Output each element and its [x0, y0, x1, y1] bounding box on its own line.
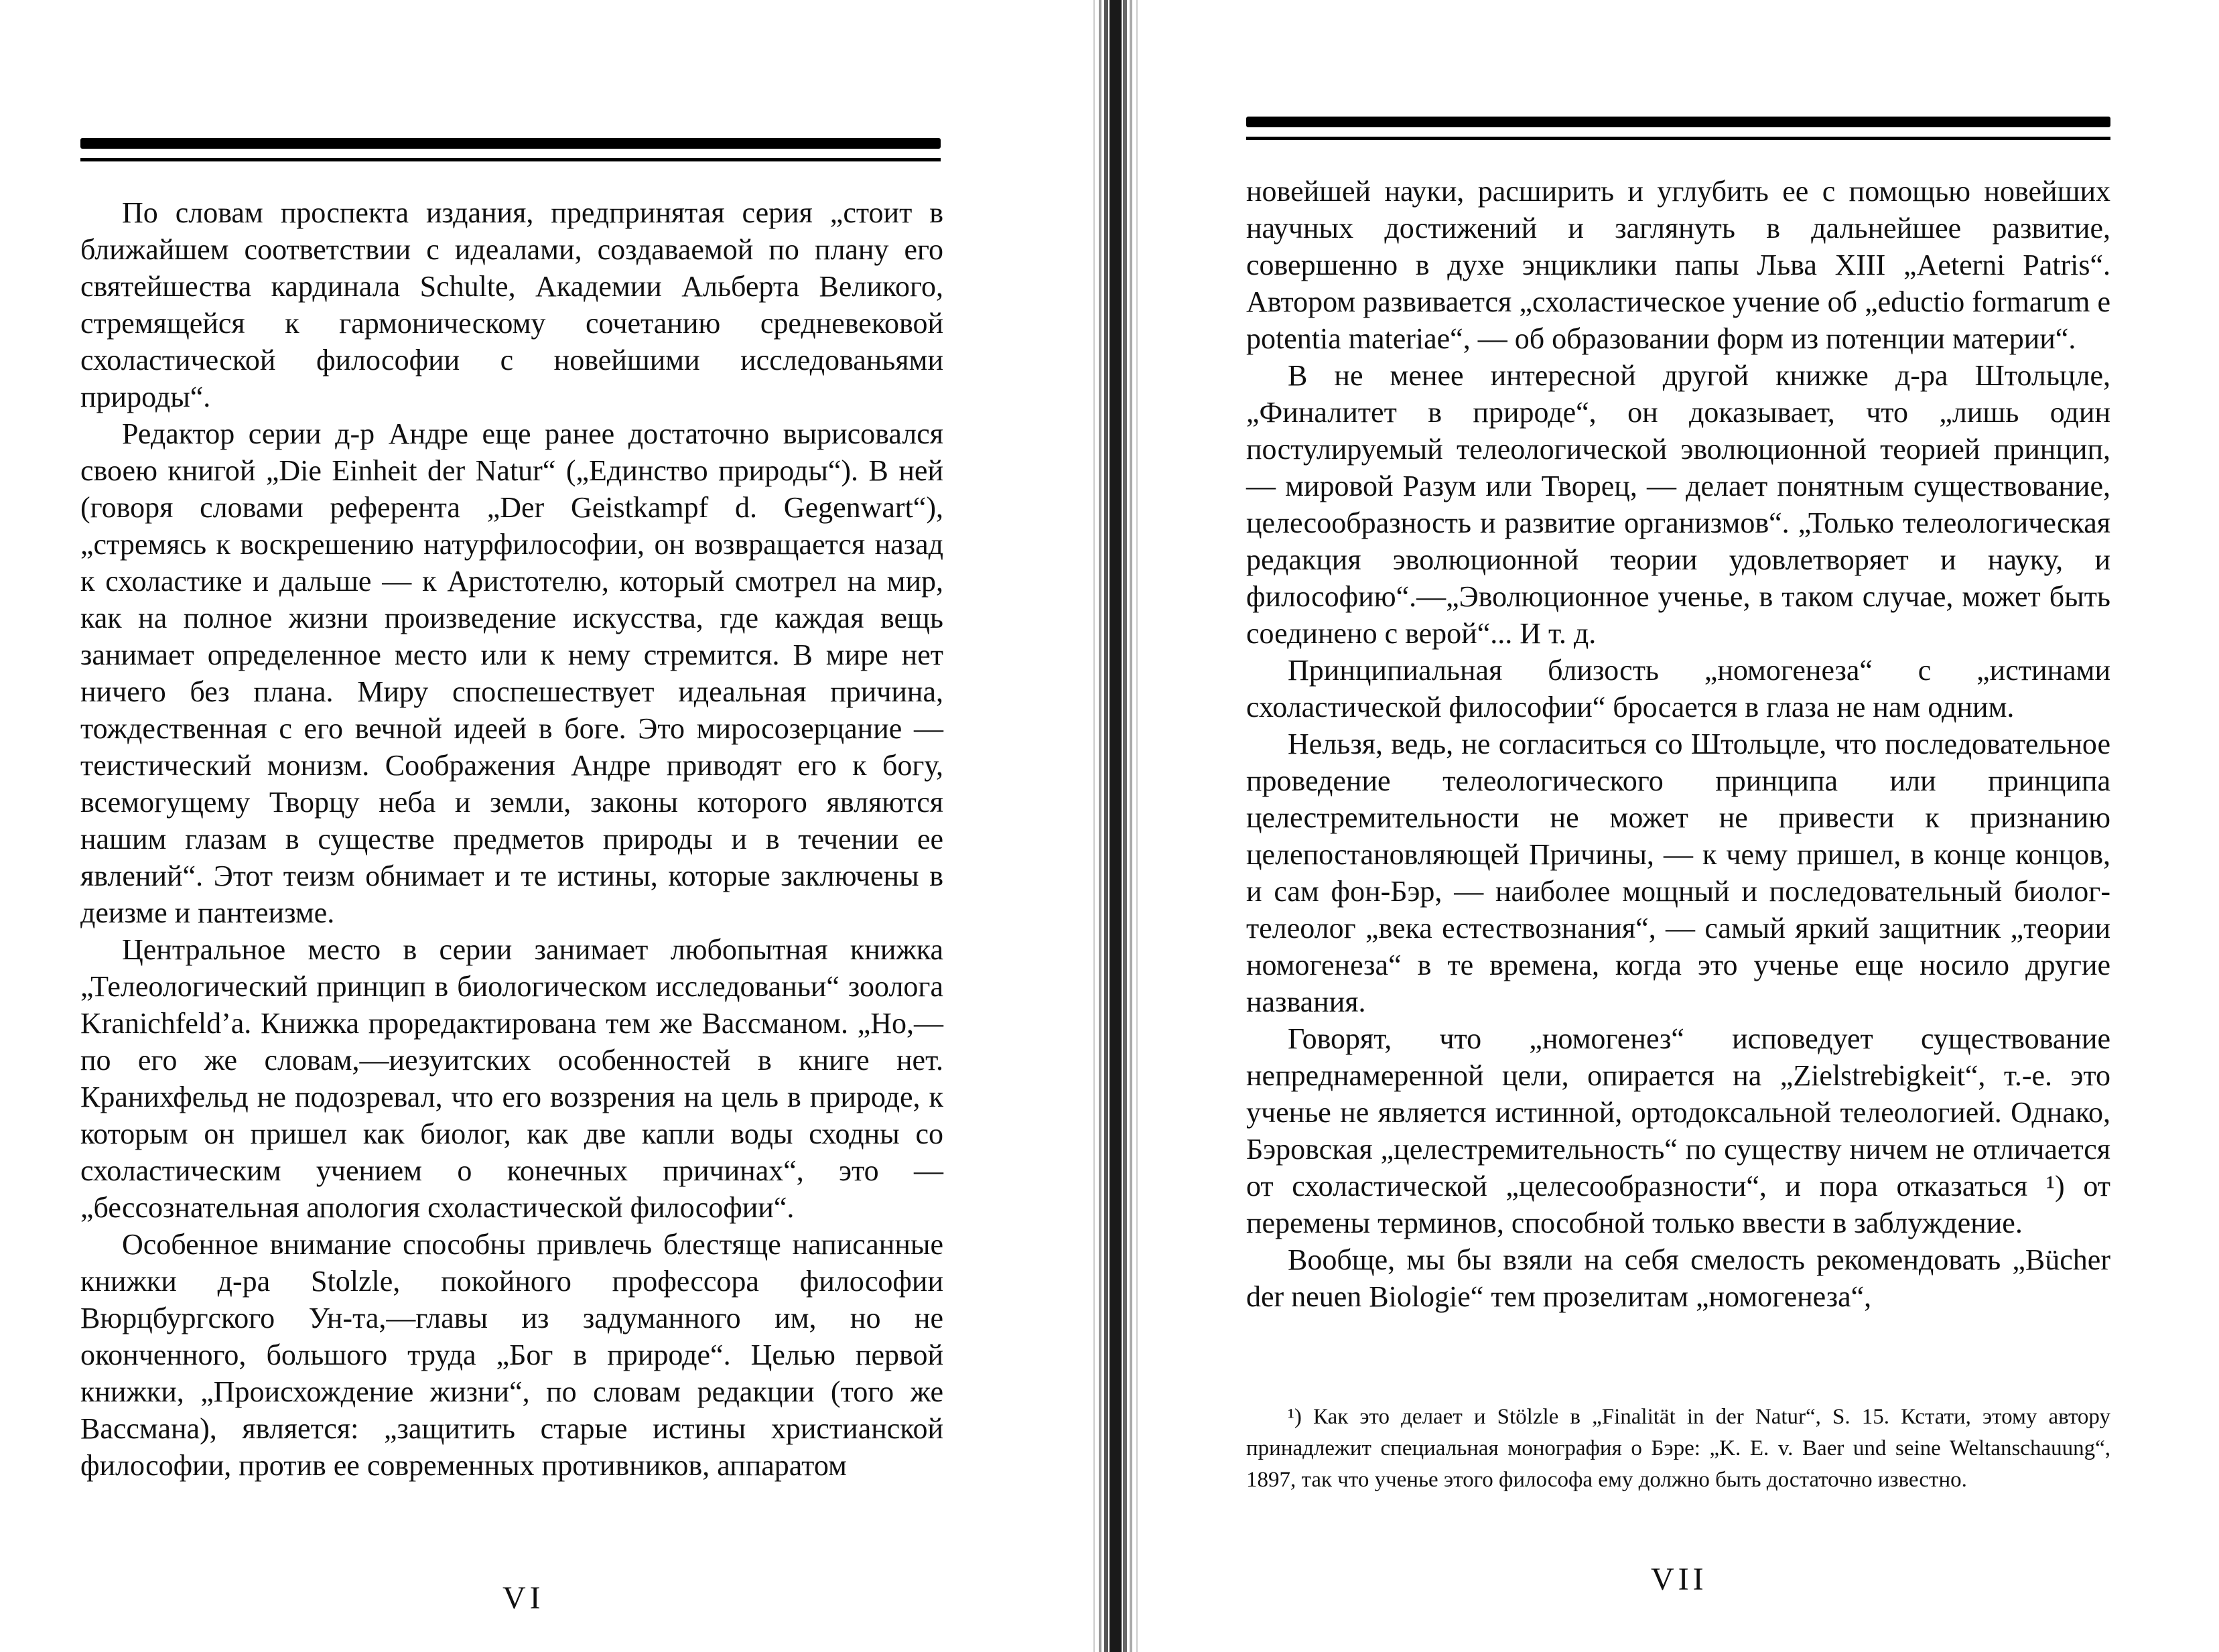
- paragraph: Особенное внимание способны привлечь блестяще написанные книжки д-ра Stolzle, покойного профессора философии Вюрцбургского Ун-та,—главы из задуманного им, но не оконченного, большого труда „Бог в природе“. Целью первой книжки, „Происхождение жизни“, по словам редакции (того же Вассмана), является: „защитить старые истины христианской философии, против ее современных противников, аппаратом: [80, 1228, 943, 1482]
- page-number: VI: [502, 1580, 545, 1616]
- page-number: VII: [1651, 1562, 1708, 1597]
- paragraph: Говорят, что „номогенез“ исповедует существование непреднамеренной цели, опирается на „Zielstrebigkeit“, т.-е. это ученье не является истинной, ортодоксальной телеологией. Однако, Бэровская „целестремительность“ по существу ничем не отличается от схоластической „целесообразности“, и пора отказаться ¹) от перемены терминов, способной только ввести в заблуждение.: [1246, 1022, 2110, 1239]
- paragraph: В не менее интересной другой книжке д-ра Штольцле, „Финалитет в природе“, он доказывает, что „лишь один постулируемый телеологической эволюционной теорией принцип, — мировой Разум или Творец, — делает понятным существование, целесообразность и развитие организмов“. „Только телеологическая редакция эволюционной теории удовлетворяет и науку, и философию“.—„Эволюционное ученье, в таком случае, может быть соединено с верой“... И т. д.: [1246, 359, 2110, 650]
- footnote-text: ¹) Как это делает и Stölzle в „Finalität in der Natur“, S. 15. Кстати, этому автору принадлежит специальная монография о Бэре: „K. E. v. Baer und seine Weltanschauung“, 1897, так что ученье этого философа ему должно быть достаточно известно.: [1246, 1405, 2110, 1492]
- header-rule: [1246, 117, 2110, 150]
- book-gutter: [1080, 0, 1151, 1652]
- header-rule: [80, 138, 941, 171]
- body-text: [80, 194, 943, 1484]
- right-page: [1152, 0, 2219, 1652]
- body-text: [1246, 173, 2110, 1315]
- paragraph: Центральное место в серии занимает любопытная книжка „Телеологический принцип в биологическом исследованьи“ зоолога Kranichfeld’а. Книжка проредактирована тем же Вассманом. „Но,—по его же словам,—иезуитских особенностей в книге нет. Кранихфельд не подозревал, что его воззрения на цель в природе, к которым он пришел как биолог, как две капли воды сходны со схоластическим учением о конечных причинах“, это — „бессознательная апология схоластической философии“.: [80, 933, 943, 1224]
- left-page: [0, 0, 1072, 1652]
- paragraph: Принципиальная близость „номогенеза“ с „истинами схоластической философии“ бросается в глаза не нам одним.: [1246, 654, 2110, 724]
- paragraph: По словам проспекта издания, предпринятая серия „стоит в ближайшем соответствии с идеалами, создаваемой по плану его святейшества кардинала Schulte, Академии Альберта Великого, стремящейся к гармоническому сочетанию средневековой схоластической философии с новейшими исследованьями природы“.: [80, 196, 943, 413]
- footnote: [1246, 1401, 2110, 1496]
- paragraph: Редактор серии д-р Андре еще ранее достаточно вырисовался своею книгой „Die Einheit der Natur“ („Единство природы“). В ней (говоря словами референта „Der Geistkampf d. Gegenwart“), „стремясь к воскрешению натурфилософии, он возвращается назад к схоластике и дальше — к Аристотелю, который смотрел на мир, как на полное жизни произведение искусства, где каждая вещь занимает определенное место или к нему стремится. В мире нет ничего без плана. Миру споспешествует идеальная причина, тождественная с его вечной идеей в боге. Это миросозерцание — теистический монизм. Соображения Андре приводят его к богу, всемогущему Творцу неба и земли, законы которого являются нашим глазам в существе предметов природы и в течении ее явлений“. Этот теизм обнимает и те истины, которые заключены в деизме и пантеизме.: [80, 417, 943, 929]
- paragraph: Вообще, мы бы взяли на себя смелость рекомендовать „Bücher der neuen Biologie“ тем прозелитам „номогенеза“,: [1246, 1243, 2110, 1313]
- paragraph: новейшей науки, расширить и углубить ее с помощью новейших научных достижений и заглянуть в дальнейшее развитие, совершенно в духе энциклики папы Льва XIII „Aeterni Patris“. Автором развивается „схоластическое учение об „eductio formarum e potentia materiae“, — об образовании форм из потенции материи“.: [1246, 175, 2110, 355]
- paragraph: Нельзя, ведь, не согласиться со Штольцле, что последовательное проведение телеологического принципа или принципа целестремительности не может не привести к признанию целепостановляющей Причины, — к чему пришел, в конце концов, и сам фон-Бэр, — наиболее мощный и последовательный биолог-телеолог „века естествознания“, — самый яркий защитник „теории номогенеза“ в те времена, когда это ученье еще носило другие названия.: [1246, 728, 2110, 1018]
